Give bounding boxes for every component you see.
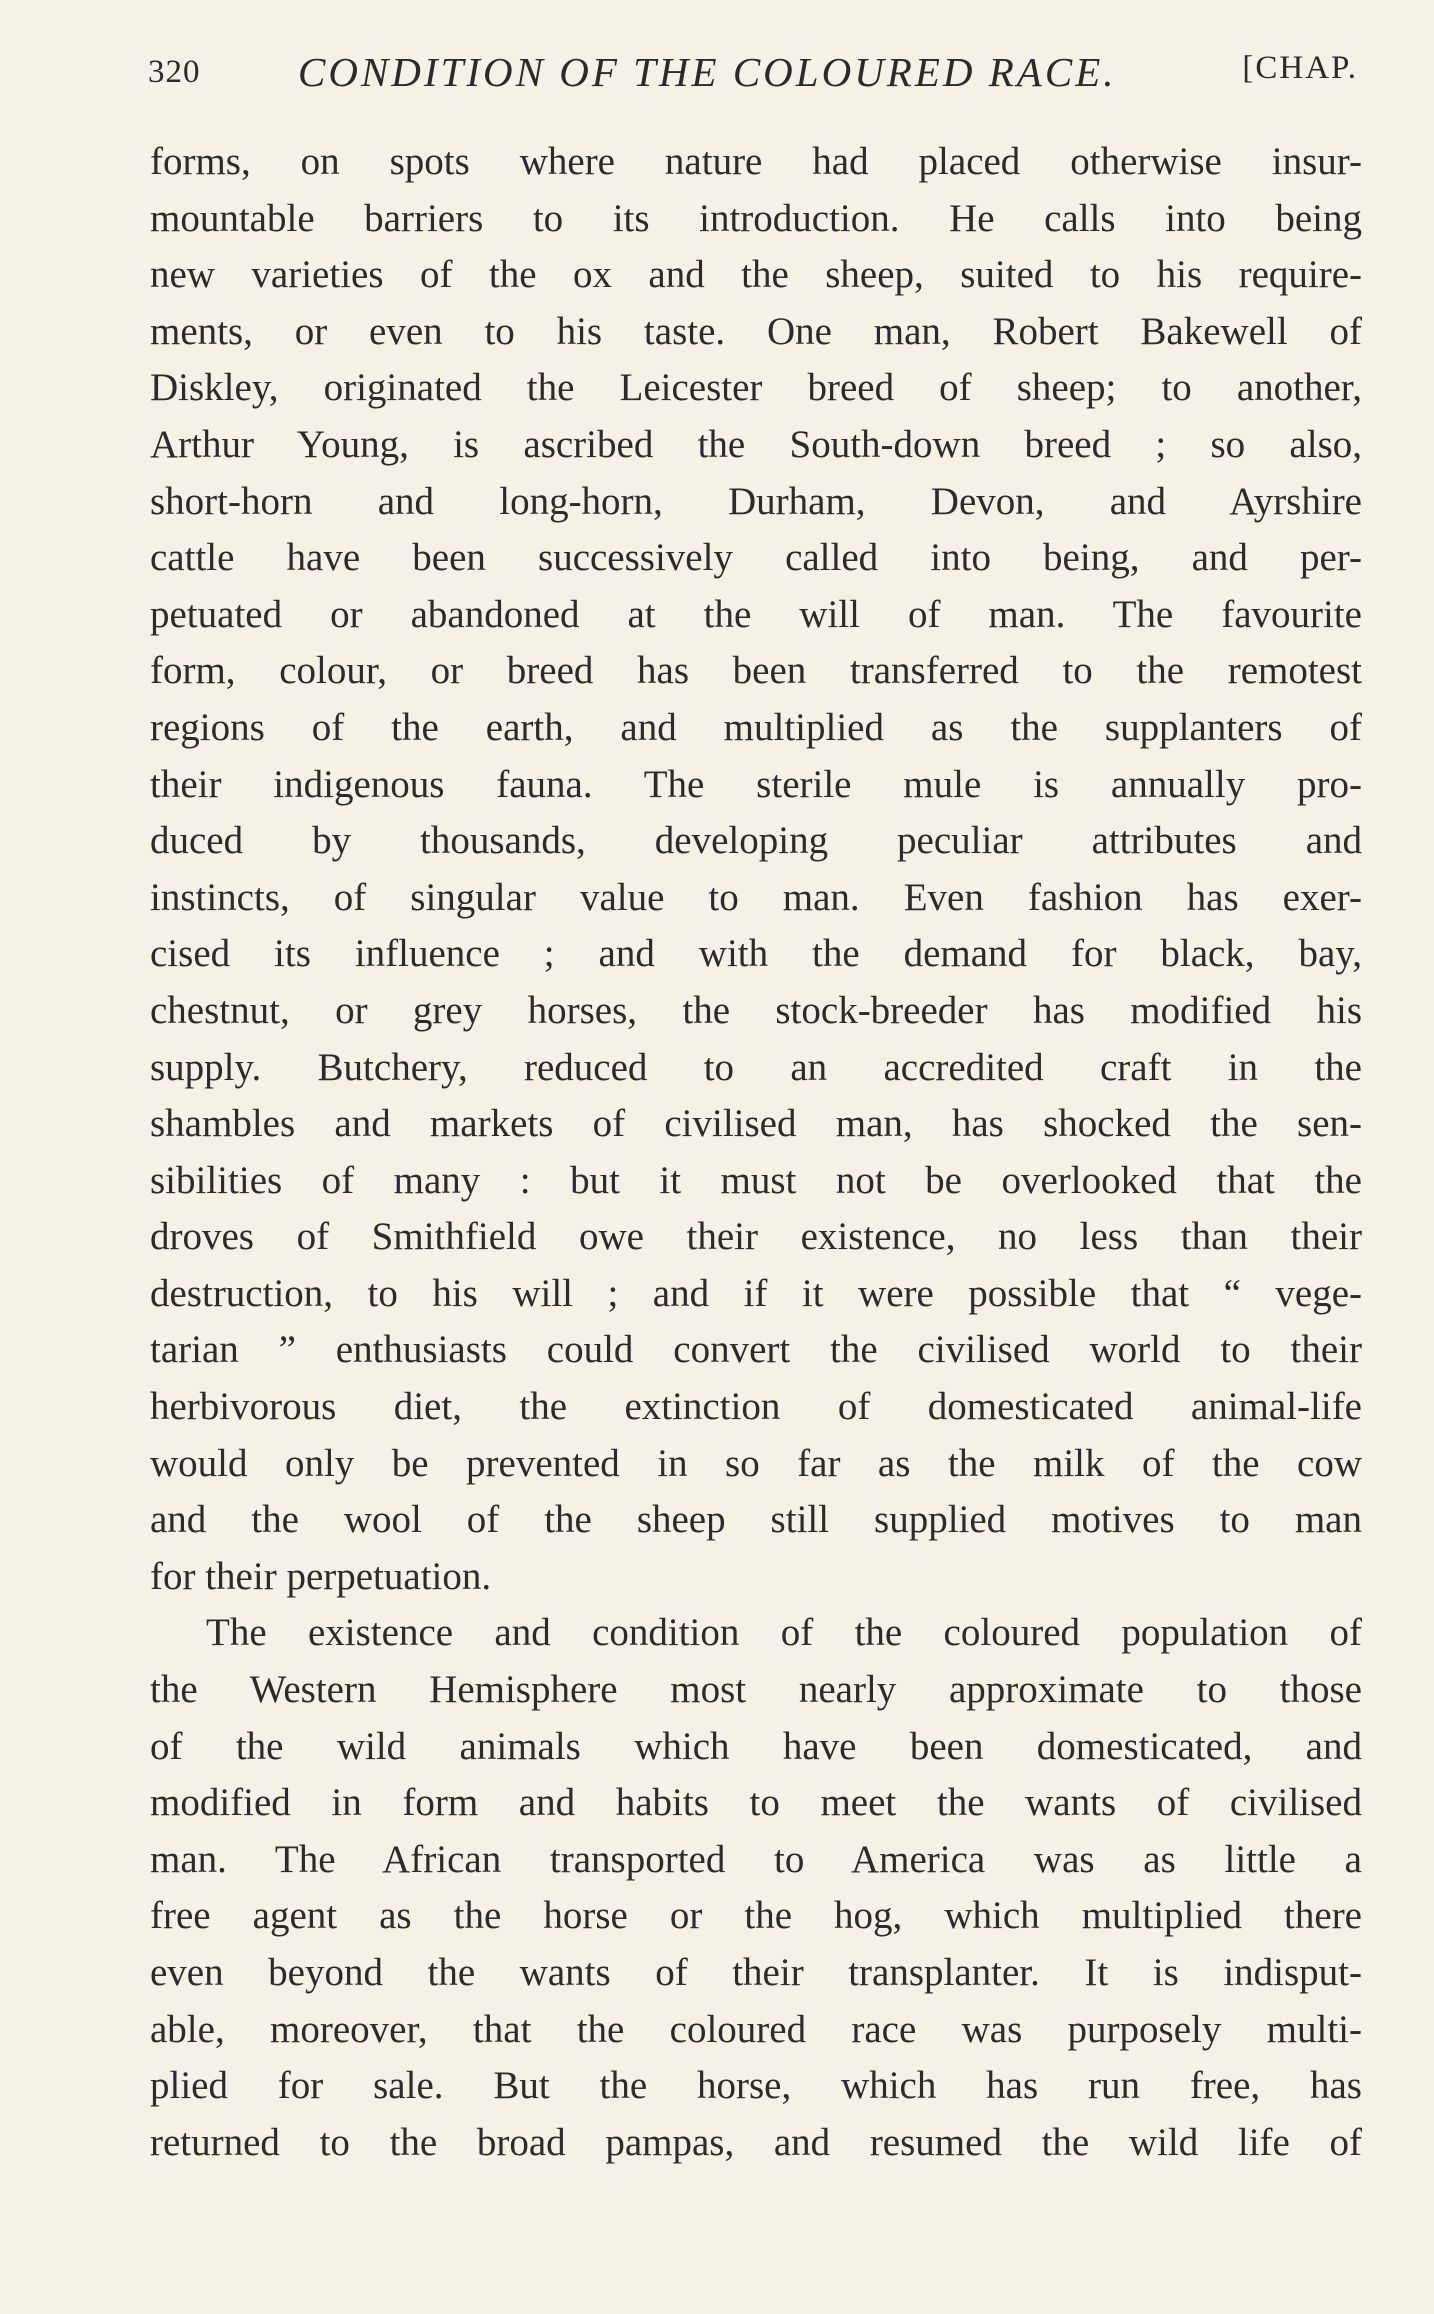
text-line: and the wool of the sheep still supplied motives to man <box>150 1498 1362 1542</box>
running-title: CONDITION OF THE COLOURED RACE. <box>298 49 1117 95</box>
text-line: cised its influence ; and with the demand for black, bay, <box>150 932 1362 976</box>
page-number: 320 <box>148 54 201 90</box>
paragraph-2 <box>150 1605 1362 2171</box>
page-header <box>148 40 1358 100</box>
text-line: even beyond the wants of their transplanter. It is indisput- <box>150 1951 1362 1994</box>
text-line: duced by thousands, developing peculiar attributes and <box>150 819 1362 863</box>
text-line: modified in form and habits to meet the wants of civilised <box>150 1781 1362 1825</box>
text-line: regions of the earth, and multiplied as the supplanters of <box>150 705 1362 749</box>
text-line: man. The African transported to America was as little a <box>150 1837 1362 1881</box>
text-line: cattle have been successively called into being, and per- <box>150 536 1362 580</box>
text-line: ments, or even to his taste. One man, Robert Bakewell of <box>150 309 1362 353</box>
text-line: free agent as the horse or the hog, which multiplied there <box>150 1894 1362 1938</box>
body-text <box>150 134 1362 2171</box>
text-line: chestnut, or grey horses, the stock-breeder has modified his <box>150 988 1362 1032</box>
text-line: form, colour, or breed has been transferred to the remotest <box>150 649 1362 693</box>
text-line: their indigenous fauna. The sterile mule is annually pro- <box>150 762 1362 806</box>
paragraph-1 <box>150 134 1362 1605</box>
chapter-mark: [CHAP. <box>1242 50 1358 86</box>
text-line: returned to the broad pampas, and resumed the wild life of <box>150 2120 1362 2164</box>
text-line: shambles and markets of civilised man, has shocked the sen- <box>150 1102 1362 1146</box>
text-line: for their perpetuation. <box>150 1554 492 1598</box>
text-line: plied for sale. But the horse, which has run free, has <box>150 2064 1362 2108</box>
text-line: Arthur Young, is ascribed the South-down breed ; so also, <box>150 422 1362 466</box>
text-line: forms, on spots where nature had placed otherwise insur- <box>150 140 1362 183</box>
text-line: short-horn and long-horn, Durham, Devon, and Ayrshire <box>150 479 1362 523</box>
text-line: mountable barriers to its introduction. He calls into being <box>150 196 1362 240</box>
text-line: destruction, to his will ; and if it were possible that “ vege- <box>150 1271 1362 1315</box>
text-line: petuated or abandoned at the will of man. The favourite <box>150 592 1362 636</box>
text-line: able, moreover, that the coloured race was purposely multi- <box>150 2007 1362 2051</box>
text-line: the Western Hemisphere most nearly approximate to those <box>150 1668 1362 1712</box>
text-line: would only be prevented in so far as the milk of the cow <box>150 1441 1362 1485</box>
text-line: supply. Butchery, reduced to an accredited craft in the <box>150 1045 1362 1089</box>
text-line: droves of Smithfield owe their existence, no less than their <box>150 1215 1362 1259</box>
text-line: new varieties of the ox and the sheep, suited to his require- <box>150 253 1362 297</box>
text-line: tarian ” enthusiasts could convert the civilised world to their <box>150 1328 1362 1372</box>
text-line: sibilities of many : but it must not be overlooked that the <box>150 1158 1362 1202</box>
text-line: herbivorous diet, the extinction of domesticated animal-life <box>150 1385 1362 1429</box>
text-line: The existence and condition of the coloured population of <box>206 1611 1362 1655</box>
text-line: of the wild animals which have been domesticated, and <box>150 1724 1362 1768</box>
text-line: instincts, of singular value to man. Even fashion has exer- <box>150 875 1362 919</box>
text-line: Diskley, originated the Leicester breed of sheep; to another, <box>150 366 1362 410</box>
